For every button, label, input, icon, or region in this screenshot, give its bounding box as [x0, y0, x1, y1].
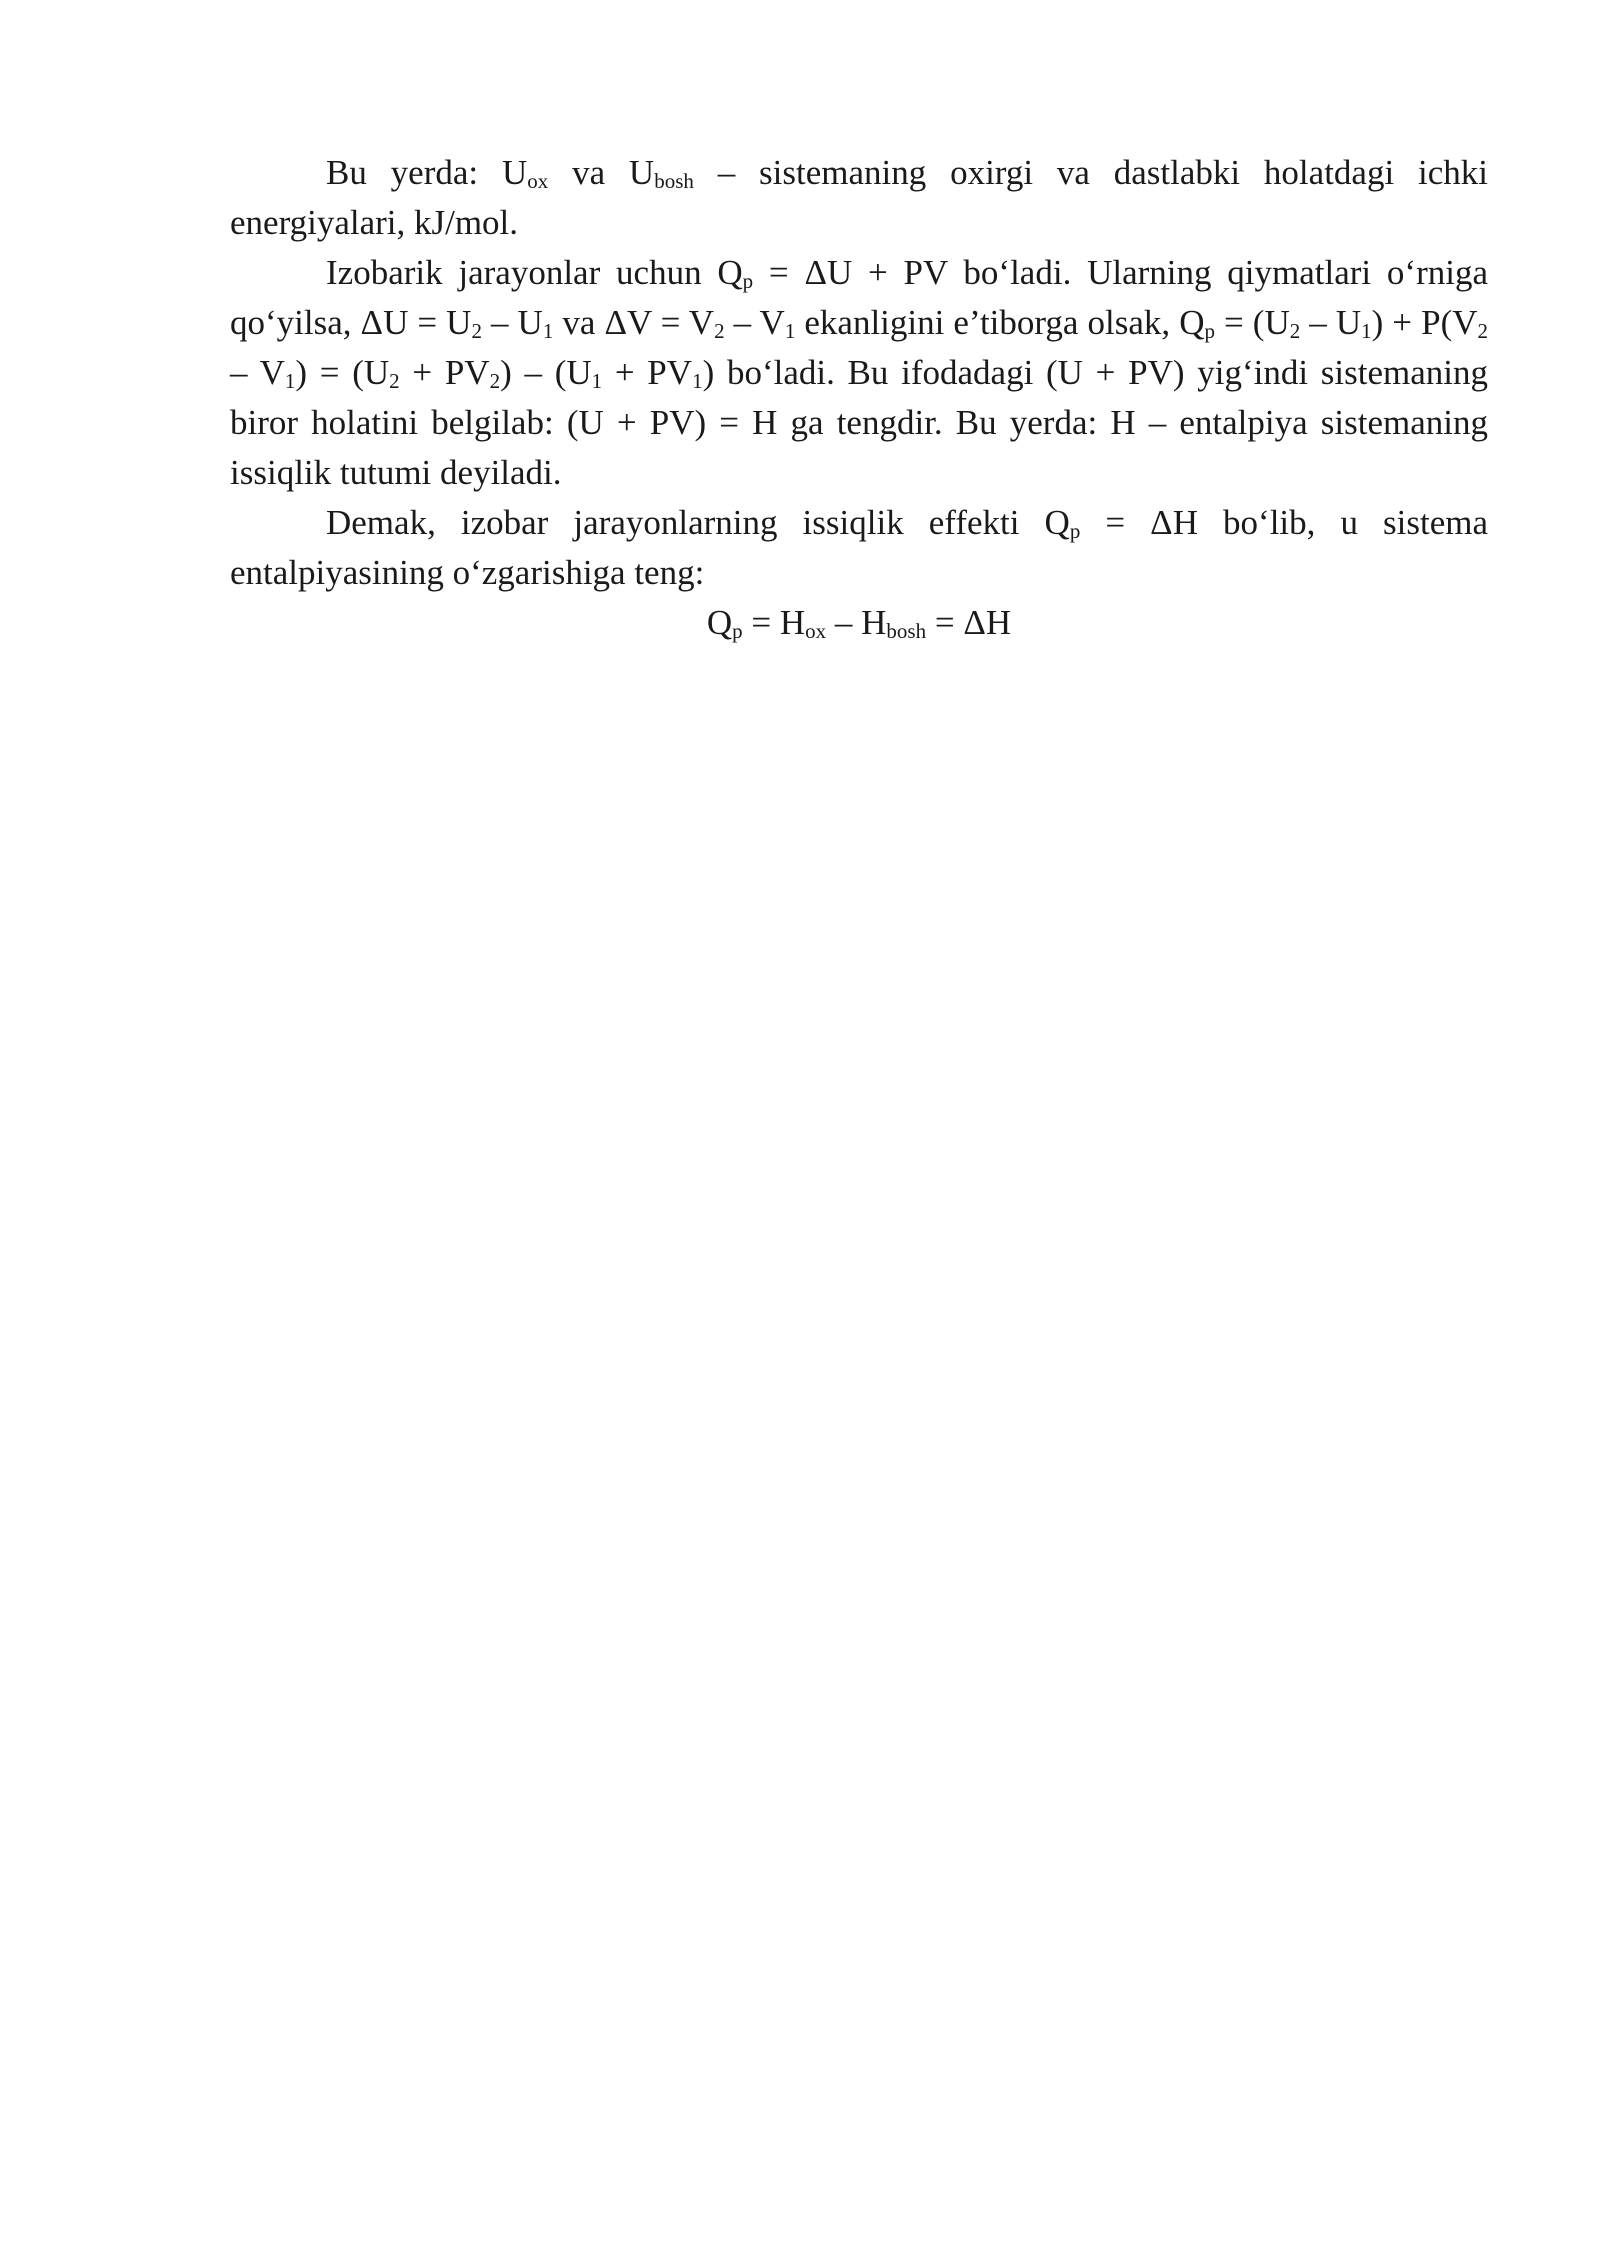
text-run: – V	[724, 303, 785, 342]
subscript: p	[1204, 319, 1215, 343]
paragraph-enthalpy-change	[230, 498, 1488, 598]
subscript: bosh	[654, 169, 694, 193]
text-run: = ΔU + PV bo‘ladi. Ularning qiymatlari o‘rniga qo‘yilsa, ΔU = U	[230, 253, 1488, 342]
text-run: – H	[826, 603, 887, 642]
subscript: bosh	[886, 619, 927, 643]
subscript: 2	[1289, 319, 1301, 343]
subscript: 2	[471, 319, 482, 343]
text-run: ) = (U	[295, 353, 390, 392]
text-run: Q	[706, 603, 733, 642]
text-run: Izobarik jarayonlar uchun Q	[326, 253, 743, 292]
subscript: 1	[784, 319, 796, 343]
subscript: 1	[591, 369, 603, 393]
paragraph-internal-energy	[230, 148, 1488, 248]
subscript: ox	[527, 169, 549, 193]
text-run: ) bo‘ladi. Bu ifodadagi (U + PV) yig‘indi sistemaning biror holatini belgilab: (U + PV) = H ga tengdir. Bu yerda: H – entalpiya sistemaning issiqlik tutumi deyiladi.	[230, 353, 1489, 492]
text-run: = ΔH	[926, 603, 1012, 642]
text-run: – sistemaning oxirgi va dastlabki holatdagi ichki energiyalari, kJ/mol.	[230, 153, 1488, 242]
text-run: = H	[742, 603, 806, 642]
document-page	[230, 148, 1488, 648]
text-run: ) + P(V	[1371, 303, 1478, 342]
text-run: Demak, izobar jarayonlarning issiqlik effekti Q	[326, 503, 1070, 542]
text-run: ekanligini e’tiborga olsak, Q	[795, 303, 1205, 342]
subscript: 2	[489, 369, 501, 393]
subscript: p	[1069, 519, 1081, 543]
subscript: p	[732, 619, 743, 643]
text-run: ) – (U	[500, 353, 592, 392]
text-run: – V	[230, 353, 285, 392]
text-run: Bu yerda: U	[326, 153, 528, 192]
text-run: – U	[481, 303, 543, 342]
subscript: 1	[284, 369, 296, 393]
text-run: + PV	[602, 353, 693, 392]
subscript: 1	[692, 369, 703, 393]
subscript: 1	[1361, 319, 1372, 343]
subscript: 2	[714, 319, 725, 343]
subscript: 2	[1477, 319, 1488, 343]
subscript: 2	[389, 369, 400, 393]
text-run: = (U	[1214, 303, 1290, 342]
text-run: va ΔV = V	[553, 303, 715, 342]
text-run: + PV	[399, 353, 490, 392]
text-run: – U	[1300, 303, 1362, 342]
paragraph-isobaric-process	[230, 248, 1488, 498]
subscript: ox	[805, 619, 827, 643]
enthalpy-formula	[230, 598, 1488, 648]
subscript: p	[742, 269, 754, 293]
text-run: = ΔH bo‘lib, u sistema entalpiyasining o‘zgarishiga teng:	[230, 503, 1489, 592]
subscript: 1	[542, 319, 554, 343]
text-run: va U	[548, 153, 655, 192]
